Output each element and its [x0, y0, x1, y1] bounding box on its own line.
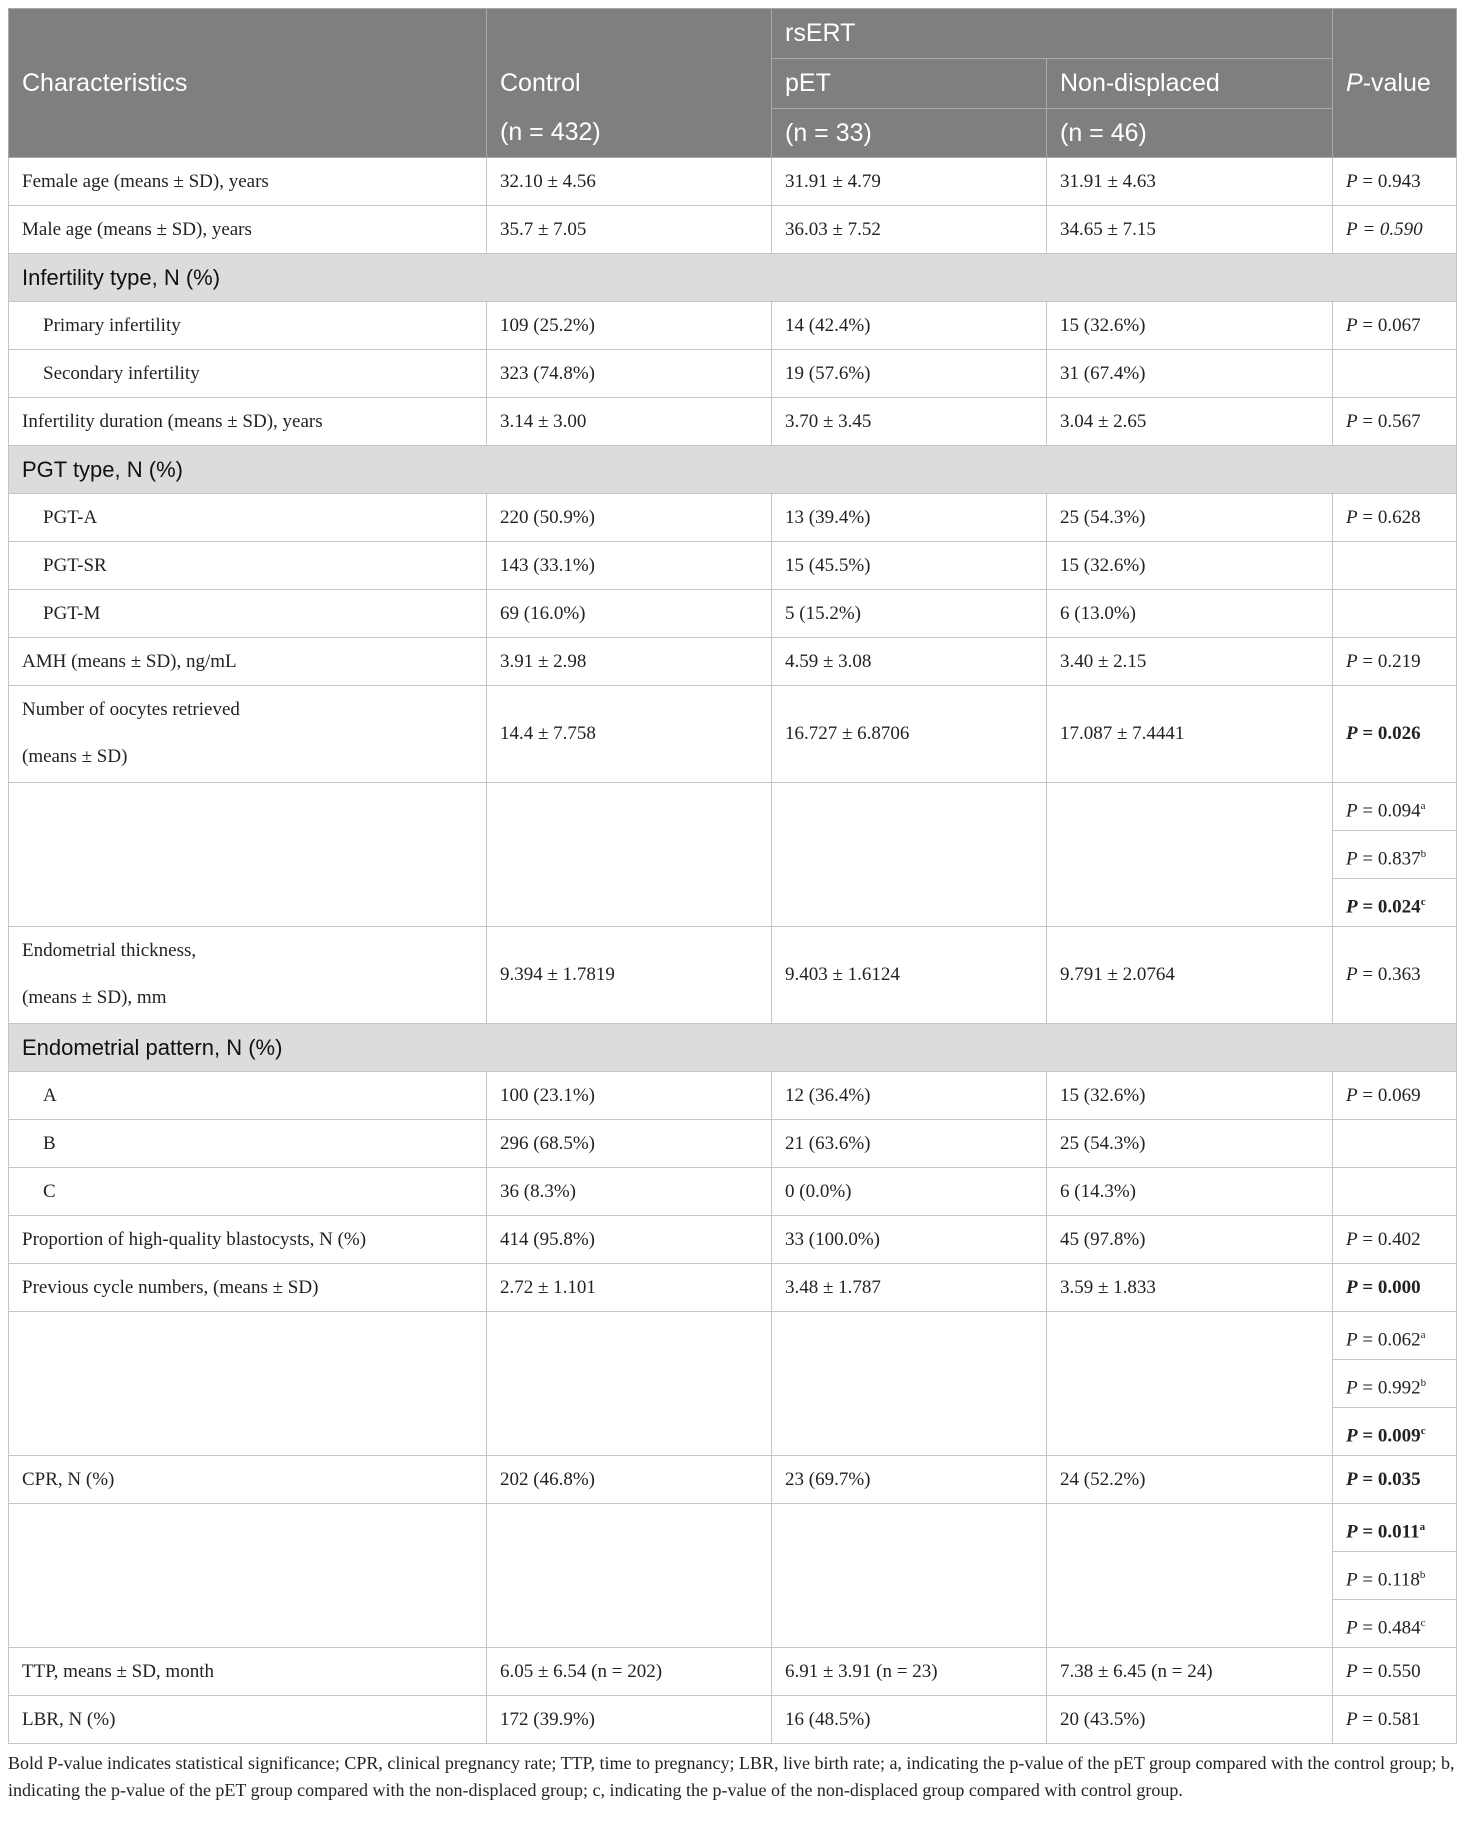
header-nondisplaced: Non-displaced	[1047, 59, 1333, 109]
cell-empty	[1047, 1312, 1333, 1456]
p-value: = 0.000	[1362, 1276, 1421, 1298]
p-value: = 0.837	[1362, 848, 1421, 870]
header-characteristics: Characteristics	[9, 9, 487, 158]
row-label: A	[9, 1072, 487, 1120]
cell-empty	[772, 1504, 1047, 1648]
row-label: Primary infertility	[9, 302, 487, 350]
p-value: = 0.024	[1362, 896, 1421, 918]
superscript-a: a	[1420, 800, 1426, 812]
table-row	[9, 1264, 1457, 1312]
p-symbol: P	[1346, 848, 1358, 870]
cell-pvalue-empty	[1333, 1168, 1457, 1216]
row-label: Previous cycle numbers, (means ± SD)	[9, 1264, 487, 1312]
table-row	[9, 302, 1457, 350]
table-row	[9, 590, 1457, 638]
cell-empty	[1047, 783, 1333, 927]
cell-pvalue	[1333, 686, 1457, 783]
p-symbol: P	[1346, 800, 1358, 822]
header-pet: pET	[772, 59, 1047, 109]
cell-pvalue	[1333, 158, 1457, 206]
p-symbol: P	[1346, 506, 1358, 528]
cell-empty	[487, 783, 772, 927]
p-value: = 0.628	[1362, 506, 1421, 528]
table-row	[9, 1168, 1457, 1216]
superscript-b: b	[1420, 848, 1427, 860]
table-row	[9, 1696, 1457, 1744]
section-row	[9, 1024, 1457, 1072]
p-symbol: P	[1346, 1084, 1358, 1106]
cell-pet: 14 (42.4%)	[772, 302, 1047, 350]
table-row	[9, 1312, 1457, 1456]
cell-control: 3.14 ± 3.00	[487, 398, 772, 446]
cell-pet: 15 (45.5%)	[772, 542, 1047, 590]
row-label-line2: (means ± SD)	[22, 746, 128, 767]
header-nondisplaced-n: (n = 46)	[1047, 109, 1333, 158]
cell-control: 172 (39.9%)	[487, 1696, 772, 1744]
table-row	[9, 494, 1457, 542]
p-value: = 0.484	[1362, 1617, 1421, 1639]
cell-control: 414 (95.8%)	[487, 1216, 772, 1264]
p-value: = 0.118	[1362, 1569, 1420, 1591]
cell-pet: 19 (57.6%)	[772, 350, 1047, 398]
header-pvalue-italic: P	[1346, 68, 1363, 97]
pvalue-stack	[1333, 1504, 1457, 1648]
table-row	[9, 638, 1457, 686]
row-label: PGT-M	[9, 590, 487, 638]
p-value: = 0.035	[1362, 1468, 1421, 1490]
pvalue-c	[1333, 1408, 1456, 1455]
pvalue-c	[1333, 1600, 1456, 1647]
row-label-line1: Number of oocytes retrieved	[22, 699, 240, 720]
cell-empty	[487, 1312, 772, 1456]
table-row	[9, 398, 1457, 446]
cell-pet: 0 (0.0%)	[772, 1168, 1047, 1216]
cell-pvalue-empty	[1333, 590, 1457, 638]
header-pvalue	[1333, 9, 1457, 158]
p-symbol: P	[1346, 1468, 1358, 1490]
cell-pvalue	[1333, 1648, 1457, 1696]
pvalue-b	[1333, 1360, 1456, 1408]
cell-pvalue	[1333, 1456, 1457, 1504]
p-value: = 0.067	[1362, 314, 1421, 336]
cell-nondisplaced: 6 (14.3%)	[1047, 1168, 1333, 1216]
cell-pvalue-empty	[1333, 542, 1457, 590]
superscript-a: a	[1419, 1521, 1426, 1533]
cell-pvalue	[1333, 494, 1457, 542]
cell-pet: 6.91 ± 3.91 (n = 23)	[772, 1648, 1047, 1696]
pvalue-stack	[1333, 783, 1457, 927]
cell-pvalue	[1333, 638, 1457, 686]
cell-nondisplaced: 24 (52.2%)	[1047, 1456, 1333, 1504]
cell-pvalue	[1333, 1072, 1457, 1120]
table-row	[9, 1216, 1457, 1264]
p-symbol: P	[1346, 650, 1358, 672]
row-label: Infertility duration (means ± SD), years	[9, 398, 487, 446]
p-symbol: P	[1346, 896, 1358, 918]
row-label: AMH (means ± SD), ng/mL	[9, 638, 487, 686]
section-pgt-type: PGT type, N (%)	[9, 446, 1457, 494]
table-row	[9, 1072, 1457, 1120]
cell-control: 9.394 ± 1.7819	[487, 927, 772, 1024]
p-symbol: P	[1346, 1425, 1358, 1447]
cell-nondisplaced: 17.087 ± 7.4441	[1047, 686, 1333, 783]
cell-control: 14.4 ± 7.758	[487, 686, 772, 783]
row-label: PGT-A	[9, 494, 487, 542]
p-value: = 0.219	[1362, 650, 1421, 672]
p-value: = 0.009	[1362, 1425, 1421, 1447]
cell-empty	[487, 1504, 772, 1648]
cell-pet: 9.403 ± 1.6124	[772, 927, 1047, 1024]
cell-control: 6.05 ± 6.54 (n = 202)	[487, 1648, 772, 1696]
p-value: = 0.069	[1362, 1084, 1421, 1106]
row-label: TTP, means ± SD, month	[9, 1648, 487, 1696]
cell-empty	[772, 1312, 1047, 1456]
p-value: = 0.581	[1362, 1708, 1421, 1730]
cell-control: 143 (33.1%)	[487, 542, 772, 590]
cell-pet: 13 (39.4%)	[772, 494, 1047, 542]
cell-control: 220 (50.9%)	[487, 494, 772, 542]
cell-pet: 3.70 ± 3.45	[772, 398, 1047, 446]
cell-nondisplaced: 15 (32.6%)	[1047, 1072, 1333, 1120]
superscript-c: c	[1420, 1425, 1426, 1437]
cell-control: 32.10 ± 4.56	[487, 158, 772, 206]
cell-pet: 33 (100.0%)	[772, 1216, 1047, 1264]
cell-nondisplaced: 15 (32.6%)	[1047, 302, 1333, 350]
p-symbol: P	[1346, 1377, 1358, 1399]
cell-nondisplaced: 7.38 ± 6.45 (n = 24)	[1047, 1648, 1333, 1696]
p-symbol: P	[1346, 964, 1358, 985]
cell-nondisplaced: 20 (43.5%)	[1047, 1696, 1333, 1744]
cell-empty	[9, 783, 487, 927]
section-row	[9, 446, 1457, 494]
cell-empty	[772, 783, 1047, 927]
cell-nondisplaced: 15 (32.6%)	[1047, 542, 1333, 590]
cell-nondisplaced: 45 (97.8%)	[1047, 1216, 1333, 1264]
cell-pet: 36.03 ± 7.52	[772, 206, 1047, 254]
row-label: Male age (means ± SD), years	[9, 206, 487, 254]
pvalue-c	[1333, 879, 1456, 926]
cell-control: 109 (25.2%)	[487, 302, 772, 350]
characteristics-table	[8, 8, 1457, 1744]
cell-control: 3.91 ± 2.98	[487, 638, 772, 686]
p-value: = 0.402	[1362, 1228, 1421, 1250]
table-row	[9, 783, 1457, 927]
p-value: = 0.992	[1362, 1377, 1421, 1399]
table-row	[9, 206, 1457, 254]
p-symbol: P	[1346, 1329, 1358, 1351]
p-symbol: P	[1346, 1660, 1358, 1682]
cell-control: 202 (46.8%)	[487, 1456, 772, 1504]
header-pet-n: (n = 33)	[772, 109, 1047, 158]
cell-pvalue	[1333, 1696, 1457, 1744]
cell-pvalue	[1333, 927, 1457, 1024]
pvalue-a	[1333, 783, 1456, 831]
cell-pet: 31.91 ± 4.79	[772, 158, 1047, 206]
row-label: B	[9, 1120, 487, 1168]
cell-control: 69 (16.0%)	[487, 590, 772, 638]
p-symbol: P	[1346, 1521, 1358, 1543]
table-row	[9, 1456, 1457, 1504]
cell-nondisplaced: 3.40 ± 2.15	[1047, 638, 1333, 686]
header-blank	[487, 9, 772, 59]
row-label: PGT-SR	[9, 542, 487, 590]
p-symbol: P	[1346, 410, 1358, 432]
p-value: = 0.062	[1362, 1329, 1421, 1351]
cell-pet: 3.48 ± 1.787	[772, 1264, 1047, 1312]
table-row	[9, 542, 1457, 590]
row-label: Proportion of high-quality blastocysts, N (%)	[9, 1216, 487, 1264]
row-label	[9, 686, 487, 783]
superscript-a: a	[1420, 1329, 1426, 1341]
row-label: C	[9, 1168, 487, 1216]
table-header	[9, 9, 1457, 158]
superscript-c: c	[1420, 896, 1426, 908]
cell-pet: 12 (36.4%)	[772, 1072, 1047, 1120]
cell-nondisplaced: 6 (13.0%)	[1047, 590, 1333, 638]
p-value: = 0.363	[1362, 964, 1421, 985]
row-label-line1: Endometrial thickness,	[22, 940, 197, 961]
cell-pvalue	[1333, 398, 1457, 446]
cell-nondisplaced: 31 (67.4%)	[1047, 350, 1333, 398]
p-symbol: P	[1346, 1569, 1358, 1591]
table-row	[9, 350, 1457, 398]
superscript-c: c	[1420, 1617, 1426, 1629]
cell-pet: 4.59 ± 3.08	[772, 638, 1047, 686]
pvalue-a	[1333, 1504, 1456, 1552]
p-symbol: P	[1346, 723, 1358, 744]
p-value: = 0.094	[1362, 800, 1421, 822]
p-value: = 0.011	[1362, 1521, 1420, 1543]
table-page	[8, 8, 1456, 1804]
superscript-b: b	[1419, 1569, 1426, 1581]
cell-control: 296 (68.5%)	[487, 1120, 772, 1168]
cell-pvalue-empty	[1333, 1120, 1457, 1168]
p-symbol: P	[1346, 1617, 1358, 1639]
table-row	[9, 1648, 1457, 1696]
cell-pet: 16.727 ± 6.8706	[772, 686, 1047, 783]
p-symbol: P	[1346, 218, 1358, 240]
table-footnote: Bold P-value indicates statistical significance; CPR, clinical pregnancy rate; TTP, time to pregnancy; LBR, live birth rate; a, indicating the p-value of the pET group compared with the control group; b, indicating the p-value of the pET group compared with the non-displaced group; c, indicating the p-value of the non-displaced group compared with control group.	[8, 1753, 1455, 1800]
pvalue-a	[1333, 1312, 1456, 1360]
row-label: Female age (means ± SD), years	[9, 158, 487, 206]
table-row	[9, 1120, 1457, 1168]
cell-pvalue	[1333, 1264, 1457, 1312]
cell-empty	[1047, 1504, 1333, 1648]
cell-nondisplaced: 25 (54.3%)	[1047, 1120, 1333, 1168]
section-row	[9, 254, 1457, 302]
cell-pet: 21 (63.6%)	[772, 1120, 1047, 1168]
row-label-line2: (means ± SD), mm	[22, 987, 167, 1008]
cell-nondisplaced: 9.791 ± 2.0764	[1047, 927, 1333, 1024]
cell-pet: 23 (69.7%)	[772, 1456, 1047, 1504]
cell-control: 35.7 ± 7.05	[487, 206, 772, 254]
cell-pvalue	[1333, 1216, 1457, 1264]
cell-pvalue	[1333, 206, 1457, 254]
section-endometrial-pattern: Endometrial pattern, N (%)	[9, 1024, 1457, 1072]
p-symbol: P	[1346, 1708, 1358, 1730]
p-value: = 0.943	[1362, 170, 1421, 192]
cell-control: 323 (74.8%)	[487, 350, 772, 398]
p-value: = 0.567	[1362, 410, 1421, 432]
p-symbol: P	[1346, 170, 1358, 192]
p-symbol: P	[1346, 1276, 1358, 1298]
cell-empty	[9, 1504, 487, 1648]
cell-control: 100 (23.1%)	[487, 1072, 772, 1120]
pvalue-b	[1333, 831, 1456, 879]
table-row	[9, 686, 1457, 783]
p-symbol: P	[1346, 1228, 1358, 1250]
table-row	[9, 927, 1457, 1024]
cell-nondisplaced: 31.91 ± 4.63	[1047, 158, 1333, 206]
table-body	[9, 158, 1457, 1744]
header-control-n: (n = 432)	[487, 109, 772, 158]
table-row	[9, 1504, 1457, 1648]
cell-pvalue-empty	[1333, 350, 1457, 398]
p-value: = 0.026	[1362, 723, 1421, 744]
pvalue-stack	[1333, 1312, 1457, 1456]
cell-control: 36 (8.3%)	[487, 1168, 772, 1216]
p-symbol: P	[1346, 314, 1358, 336]
cell-control: 2.72 ± 1.101	[487, 1264, 772, 1312]
cell-empty	[9, 1312, 487, 1456]
row-label: CPR, N (%)	[9, 1456, 487, 1504]
cell-pet: 5 (15.2%)	[772, 590, 1047, 638]
header-pvalue-rest: -value	[1362, 68, 1431, 97]
cell-nondisplaced: 3.59 ± 1.833	[1047, 1264, 1333, 1312]
cell-nondisplaced: 34.65 ± 7.15	[1047, 206, 1333, 254]
cell-nondisplaced: 3.04 ± 2.65	[1047, 398, 1333, 446]
header-control: Control	[487, 59, 772, 109]
cell-pvalue	[1333, 302, 1457, 350]
header-group-rsert: rsERT	[772, 9, 1333, 59]
superscript-b: b	[1420, 1377, 1427, 1389]
p-value: = 0.550	[1362, 1660, 1421, 1682]
p-value: = 0.590	[1362, 218, 1423, 240]
cell-nondisplaced: 25 (54.3%)	[1047, 494, 1333, 542]
row-label: Secondary infertility	[9, 350, 487, 398]
row-label	[9, 927, 487, 1024]
pvalue-b	[1333, 1552, 1456, 1600]
row-label: LBR, N (%)	[9, 1696, 487, 1744]
table-row	[9, 158, 1457, 206]
cell-pet: 16 (48.5%)	[772, 1696, 1047, 1744]
section-infertility-type: Infertility type, N (%)	[9, 254, 1457, 302]
